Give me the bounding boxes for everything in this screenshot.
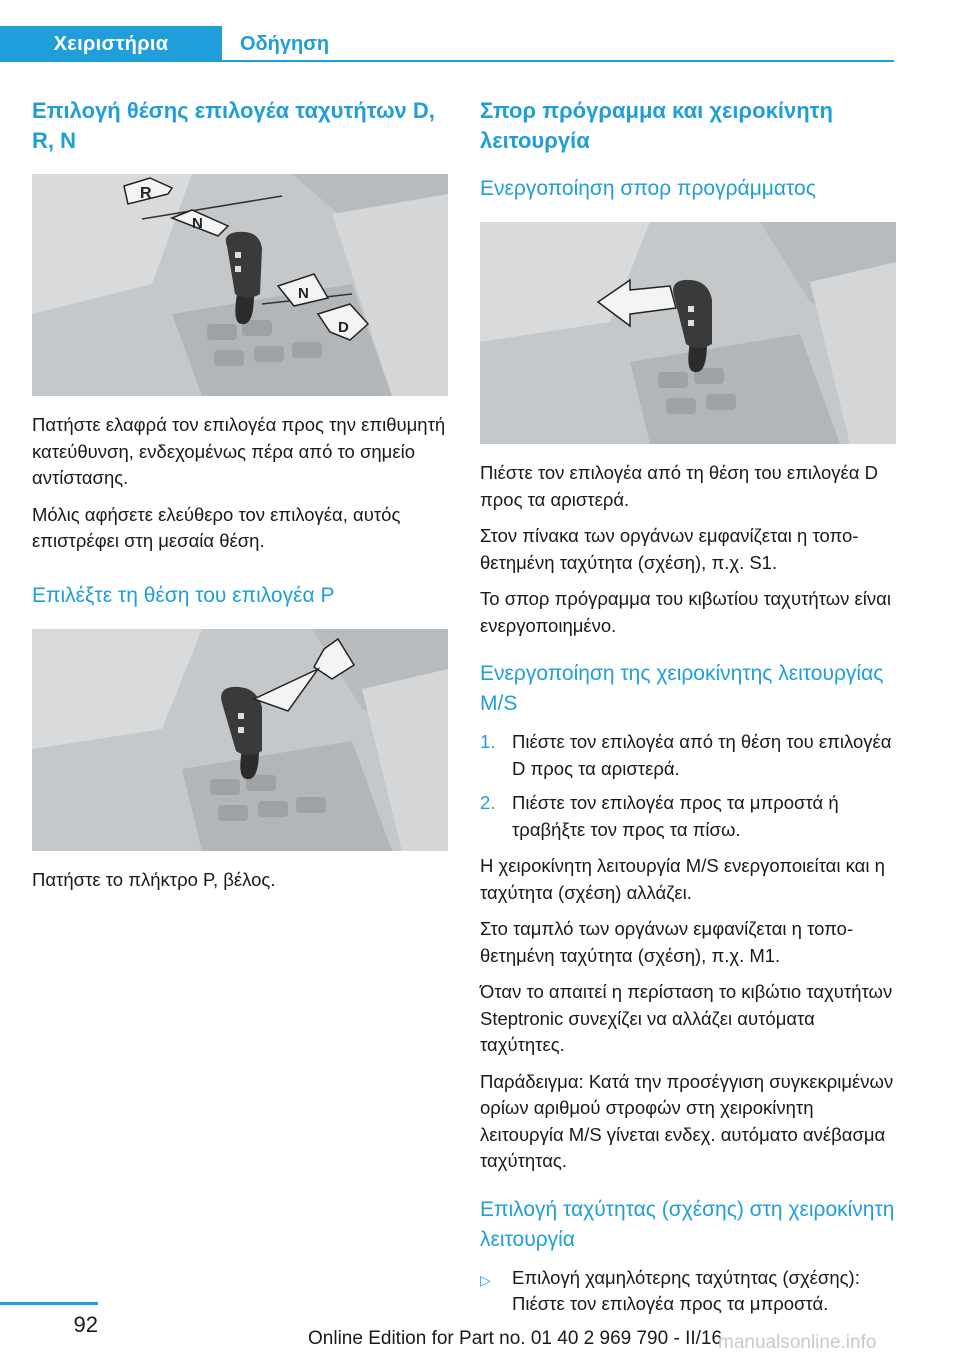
right-column: [480, 96, 896, 1328]
paragraph: Πατήστε ελαφρά τον επιλογέα προς την επιθυμητή κατεύθυνση, ενδεχομένως πέρα από το σημείο αντίστασης.: [32, 414, 446, 488]
paragraph: Πιέστε τον επιλογέα από τη θέση του επιλογέα D προς τα αριστερά.: [480, 462, 878, 510]
paragraph: Η χειροκίνητη λειτουργία M/S ενεργοποιείται και η ταχύτητα (σχέση) αλλάζει.: [480, 855, 885, 903]
footer-rule: [0, 1302, 98, 1305]
paragraph: Πατήστε το πλήκτρο P, βέλος.: [32, 868, 276, 890]
paragraph: Στον πίνακα των οργάνων εμφανίζεται η τοποθετημένη ταχύτητα (σχέση), π.χ. S1.: [480, 525, 859, 573]
list-item: [480, 790, 896, 843]
section-heading-gear-selection: Επιλογή ταχύτητας (σχέσης) στη χειροκίνητη λειτουργία: [480, 1197, 895, 1251]
section-heading-activate-sport: Ενεργοποίηση σπορ προγράμματος: [480, 177, 816, 200]
section-heading-activate-manual: Ενεργοποίηση της χειροκίνητης λειτουργίας M/S: [480, 662, 884, 715]
edition-footer: Online Edition for Part no. 01 40 2 969 790 - II/16: [308, 1328, 723, 1349]
paragraph: Το σπορ πρόγραμμα του κιβωτίου ταχυτήτων είναι ενεργοποιημένο.: [480, 588, 891, 636]
step-number: 1.: [480, 731, 496, 752]
list-item: [480, 1265, 896, 1318]
step-number: 2.: [480, 792, 496, 813]
page-number: 92: [73, 1312, 98, 1337]
paragraph: Στο ταμπλό των οργάνων εμφανίζεται η τοποθετημένη ταχύτητα (σχέση), π.χ. M1.: [480, 918, 854, 966]
figure-selector-d-r-n: [32, 174, 448, 396]
header-divider: [0, 60, 894, 62]
header-tabs: [0, 0, 960, 64]
tab-controls[interactable]: Χειριστήρια: [0, 26, 222, 62]
section-heading-selector-positions: Επιλογή θέσης επιλογέα ταχυτήτων D, R, N: [32, 98, 435, 153]
tab-driving[interactable]: Οδήγηση: [240, 32, 330, 55]
arrow-d-label: D: [338, 319, 349, 336]
steps-list: [480, 729, 896, 843]
bullet-text: Επιλογή χαμηλότερης ταχύτητας (σχέσης): Πιέστε τον επιλογέα προς τα μπροστά.: [512, 1266, 860, 1314]
arrow-r-label: R: [140, 185, 152, 202]
left-column: [32, 96, 448, 903]
step-text: Πιέστε τον επιλογέα προς τα μπροστά ή τραβήξτε τον προς τα πίσω.: [512, 792, 839, 840]
bullet-list: [480, 1265, 896, 1318]
arrow-n-upper-label: N: [192, 215, 203, 232]
figure-selector-p: [32, 629, 448, 851]
list-item: [480, 729, 896, 782]
paragraph: Όταν το απαιτεί η περίσταση το κιβώτιο ταχυτήτων Steptronic συνεχίζει να αλλάζει αυτόματα ταχύτητες.: [480, 981, 893, 1055]
section-heading-p-position: Επιλέξτε τη θέση του επιλογέα P: [32, 583, 335, 607]
arrow-n-lower-label: N: [298, 285, 309, 302]
paragraph: Μόλις αφήσετε ελεύθερο τον επιλογέα, αυτός επιστρέφει στη μεσαία θέση.: [32, 503, 401, 551]
watermark: manualsonline.info: [718, 1332, 877, 1353]
step-text: Πιέστε τον επιλογέα από τη θέση του επιλογέα D προς τα αριστερά.: [512, 731, 892, 779]
triangle-bullet-icon: ▷: [480, 1271, 491, 1288]
paragraph: Παράδειγμα: Κατά την προσέγγιση συγκεκριμένων ορίων αριθμού στροφών στη χειροκίνητη λειτουργία M/S γίνεται ενδεχ. αυτόματο ανέβασμα ταχύτητας.: [480, 1070, 894, 1171]
figure-sport-program: [480, 222, 896, 444]
section-heading-sport-manual: Σπορ πρόγραμμα και χειροκίνητη λειτουργία: [480, 98, 833, 153]
